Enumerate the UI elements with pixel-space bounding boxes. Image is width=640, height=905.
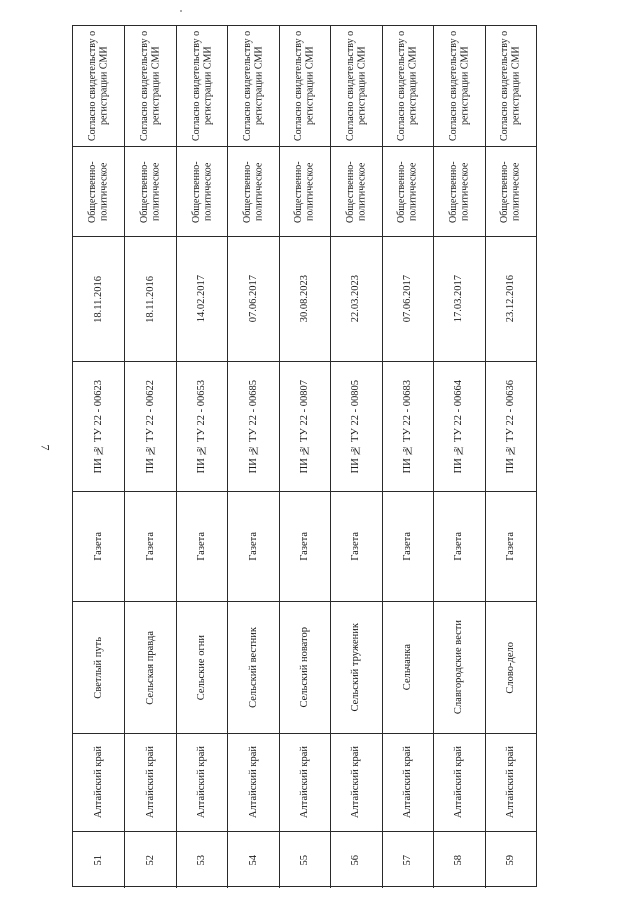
- reg-cell: [279, 361, 330, 491]
- date-cell-text: 17.03.2017: [453, 275, 465, 323]
- reg-cell: [124, 361, 175, 491]
- num-cell: [279, 831, 330, 888]
- num-cell: [433, 831, 484, 888]
- title-cell: [73, 601, 124, 733]
- region-cell-text: Алтайский край: [196, 746, 208, 819]
- region-cell: [124, 733, 175, 831]
- note-cell-text: Согласно свидетельству о регистрации СМИ: [447, 30, 471, 142]
- date-cell: [433, 236, 484, 361]
- note-cell: [124, 26, 175, 146]
- date-cell-text: 23.12.2016: [504, 275, 516, 323]
- note-cell-text: Согласно свидетельству о регистрации СМИ: [139, 30, 162, 142]
- spec-cell: [124, 146, 175, 236]
- region-cell: [227, 733, 278, 831]
- type-cell: [330, 491, 381, 601]
- reg-cell: [382, 361, 433, 491]
- date-cell-text: 07.06.2017: [401, 275, 413, 323]
- num-cell: [227, 831, 278, 888]
- num-cell: [485, 831, 536, 888]
- type-cell-text: Газета: [196, 532, 208, 561]
- num-cell: [382, 831, 433, 888]
- date-cell: [124, 236, 175, 361]
- spec-cell: [227, 146, 278, 236]
- spec-cell: [176, 146, 227, 236]
- type-cell: [73, 491, 124, 601]
- type-cell-text: Газета: [298, 532, 310, 561]
- num-cell: [176, 831, 227, 888]
- region-cell-text: Алтайский край: [298, 746, 310, 819]
- type-cell-text: Газета: [92, 532, 104, 561]
- note-cell-text: Согласно свидетельству о регистрации СМИ: [344, 30, 368, 142]
- date-cell: [73, 236, 124, 361]
- reg-cell: [227, 361, 278, 491]
- region-cell-text: Алтайский край: [401, 746, 413, 819]
- type-cell: [433, 491, 484, 601]
- spec-cell-text: Общественно-политическое: [447, 160, 471, 223]
- reg-cell-text: ПИ № ТУ 22 - 00623: [92, 379, 104, 474]
- region-cell: [176, 733, 227, 831]
- note-cell: [227, 26, 278, 146]
- reg-cell: [330, 361, 381, 491]
- title-cell: [382, 601, 433, 733]
- date-cell-text: 14.02.2017: [196, 275, 208, 323]
- spec-cell-text: Общественно-политическое: [499, 160, 522, 223]
- date-cell: [330, 236, 381, 361]
- num-cell-text: 51: [92, 854, 104, 866]
- spec-cell-text: Общественно-политическое: [139, 160, 162, 223]
- num-cell: [330, 831, 381, 888]
- date-cell-text: 22.03.2023: [350, 275, 362, 323]
- spec-cell: [73, 146, 124, 236]
- date-cell: [279, 236, 330, 361]
- title-cell: [176, 601, 227, 733]
- region-cell-text: Алтайский край: [144, 746, 156, 819]
- page-number: 7: [38, 444, 53, 451]
- title-cell-text: Сельский труженик: [350, 623, 362, 712]
- spec-cell: [279, 146, 330, 236]
- note-cell-text: Согласно свидетельству о регистрации СМИ: [293, 30, 316, 142]
- type-cell-text: Газета: [350, 532, 362, 561]
- spec-cell-text: Общественно-политическое: [242, 160, 265, 223]
- title-cell: [485, 601, 536, 733]
- num-cell-text: 52: [144, 854, 156, 866]
- reg-cell-text: ПИ № ТУ 22 - 00653: [196, 379, 208, 474]
- type-cell: [279, 491, 330, 601]
- date-cell-text: 18.11.2016: [92, 275, 104, 323]
- type-cell-text: Газета: [504, 532, 516, 561]
- type-cell: [227, 491, 278, 601]
- type-cell: [382, 491, 433, 601]
- num-cell-text: 54: [247, 854, 259, 866]
- spec-cell-text: Общественно-политическое: [344, 160, 368, 223]
- spec-cell-text: Общественно-политическое: [396, 160, 419, 223]
- type-cell: [124, 491, 175, 601]
- spec-cell: [382, 146, 433, 236]
- note-cell: [382, 26, 433, 146]
- title-cell-text: Сельские огни: [196, 634, 208, 701]
- title-cell-text: Сельский новатор: [298, 627, 310, 708]
- reg-cell-text: ПИ № ТУ 22 - 00805: [350, 379, 362, 474]
- region-cell-text: Алтайский край: [453, 746, 465, 819]
- reg-cell-text: ПИ № ТУ 22 - 00622: [144, 379, 156, 474]
- note-cell: [485, 26, 536, 146]
- note-cell-text: Согласно свидетельству о регистрации СМИ: [396, 30, 419, 142]
- title-cell-text: Сельский вестник: [247, 627, 259, 708]
- note-cell-text: Согласно свидетельству о регистрации СМИ: [499, 30, 522, 142]
- region-cell: [485, 733, 536, 831]
- num-cell-text: 59: [504, 854, 516, 866]
- title-cell-text: Светлый путь: [92, 636, 104, 699]
- spec-cell: [433, 146, 484, 236]
- title-cell: [124, 601, 175, 733]
- note-cell: [433, 26, 484, 146]
- num-cell-text: 57: [401, 854, 413, 866]
- spec-cell-text: Общественно-политическое: [87, 160, 110, 223]
- title-cell-text: Слово-дело: [504, 641, 516, 694]
- region-cell-text: Алтайский край: [350, 746, 362, 819]
- num-cell: [73, 831, 124, 888]
- reg-cell: [485, 361, 536, 491]
- spec-cell: [485, 146, 536, 236]
- spec-cell-text: Общественно-политическое: [293, 160, 316, 223]
- title-cell: [330, 601, 381, 733]
- num-cell-text: 56: [350, 854, 362, 866]
- region-cell: [73, 733, 124, 831]
- date-cell: [227, 236, 278, 361]
- spec-cell: [330, 146, 381, 236]
- note-cell: [279, 26, 330, 146]
- type-cell-text: Газета: [401, 532, 413, 561]
- date-cell-text: 30.08.2023: [298, 275, 310, 323]
- title-cell: [227, 601, 278, 733]
- type-cell-text: Газета: [453, 532, 465, 561]
- num-cell-text: 53: [196, 854, 208, 866]
- spec-cell-text: Общественно-политическое: [190, 160, 214, 223]
- note-cell: [176, 26, 227, 146]
- title-cell-text: Сельская правда: [144, 630, 156, 705]
- region-cell: [279, 733, 330, 831]
- title-cell-text: Сельчанка: [401, 644, 413, 691]
- region-cell-text: Алтайский край: [92, 746, 104, 819]
- num-cell-text: 58: [453, 854, 465, 866]
- scan-mark: [180, 10, 182, 12]
- type-cell-text: Газета: [247, 532, 259, 561]
- registry-table: [72, 25, 537, 887]
- date-cell: [176, 236, 227, 361]
- reg-cell-text: ПИ № ТУ 22 - 00683: [401, 379, 413, 474]
- date-cell-text: 18.11.2016: [144, 275, 156, 323]
- region-cell: [330, 733, 381, 831]
- note-cell-text: Согласно свидетельству о регистрации СМИ: [190, 30, 214, 142]
- reg-cell-text: ПИ № ТУ 22 - 00685: [247, 379, 259, 474]
- reg-cell: [433, 361, 484, 491]
- date-cell: [382, 236, 433, 361]
- reg-cell-text: ПИ № ТУ 22 - 00807: [298, 379, 310, 474]
- reg-cell-text: ПИ № ТУ 22 - 00636: [504, 379, 516, 474]
- reg-cell-text: ПИ № ТУ 22 - 00664: [453, 379, 465, 474]
- note-cell: [73, 26, 124, 146]
- note-cell: [330, 26, 381, 146]
- region-cell-text: Алтайский край: [504, 746, 516, 819]
- title-cell: [279, 601, 330, 733]
- title-cell: [433, 601, 484, 733]
- reg-cell: [176, 361, 227, 491]
- date-cell: [485, 236, 536, 361]
- reg-cell: [73, 361, 124, 491]
- num-cell-text: 55: [298, 854, 310, 866]
- num-cell: [124, 831, 175, 888]
- date-cell-text: 07.06.2017: [247, 275, 259, 323]
- region-cell: [382, 733, 433, 831]
- type-cell: [176, 491, 227, 601]
- note-cell-text: Согласно свидетельству о регистрации СМИ: [242, 30, 265, 142]
- title-cell-text: Славгородские вести: [453, 620, 465, 715]
- region-cell-text: Алтайский край: [247, 746, 259, 819]
- note-cell-text: Согласно свидетельству о регистрации СМИ: [87, 30, 110, 142]
- type-cell: [485, 491, 536, 601]
- region-cell: [433, 733, 484, 831]
- type-cell-text: Газета: [144, 532, 156, 561]
